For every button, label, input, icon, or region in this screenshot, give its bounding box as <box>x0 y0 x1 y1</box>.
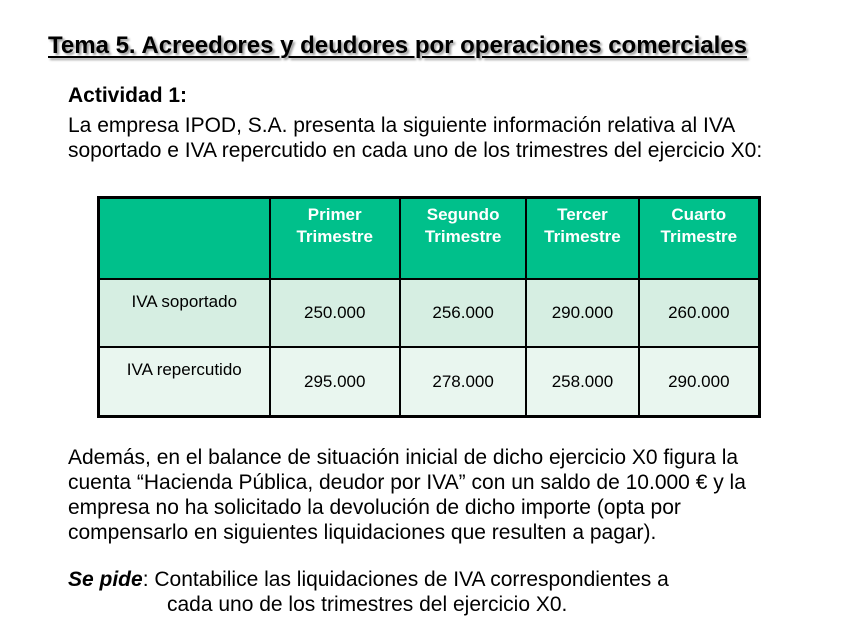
row-label: IVA repercutido <box>99 347 270 416</box>
table-cell: 278.000 <box>400 347 526 416</box>
table-corner-cell <box>99 198 270 280</box>
table-cell: 295.000 <box>270 347 400 416</box>
table-cell: 290.000 <box>526 279 638 347</box>
table-cell: 256.000 <box>400 279 526 347</box>
task-colon: : <box>142 568 149 591</box>
header-tercer-trimestre <box>526 198 638 280</box>
header-line: Tercer <box>557 205 608 224</box>
header-primer-trimestre <box>270 198 400 280</box>
task-line-1: Contabilice las liquidaciones de IVA correspondientes a <box>148 568 669 591</box>
header-line: Primer <box>307 205 362 224</box>
activity-heading: Actividad 1: <box>68 84 188 107</box>
task-statement <box>68 567 788 617</box>
table-cell: 260.000 <box>639 279 760 347</box>
header-cuarto-trimestre <box>639 198 760 280</box>
balance-paragraph: Además, en el balance de situación inicial de dicho ejercicio X0 figura la cuenta “Hacienda Pública, deudor por IVA” con un saldo de 10.000 € y la empresa no ha solicitado la devolución de dicho importe (opta por compensarlo en siguientes liquidaciones que resulten a pagar). <box>68 446 746 544</box>
table-cell: 250.000 <box>270 279 400 347</box>
table-row-iva-soportado <box>99 279 760 347</box>
header-line: Trimestre <box>296 227 373 246</box>
header-segundo-trimestre <box>400 198 526 280</box>
row-label: IVA soportado <box>99 279 270 347</box>
header-line: Trimestre <box>544 227 621 246</box>
task-line-2: cada uno de los trimestres del ejercicio X0. <box>167 593 568 616</box>
table-cell: 290.000 <box>639 347 760 416</box>
page-title: Tema 5. Acreedores y deudores por operaciones comerciales <box>48 32 747 59</box>
header-line: Trimestre <box>424 227 502 246</box>
table-cell: 258.000 <box>526 347 638 416</box>
header-line: Trimestre <box>660 227 738 246</box>
header-line: Cuarto <box>671 205 727 224</box>
iva-table <box>97 196 761 418</box>
table-header-row <box>99 198 760 280</box>
header-line: Segundo <box>426 205 500 224</box>
table-row-iva-repercutido <box>99 347 760 416</box>
intro-paragraph: La empresa IPOD, S.A. presenta la siguiente información relativa al IVA soportado e IVA repercutido en cada uno de los trimestres del ejercicio X0: <box>68 114 763 162</box>
task-label: Se pide <box>68 568 143 591</box>
